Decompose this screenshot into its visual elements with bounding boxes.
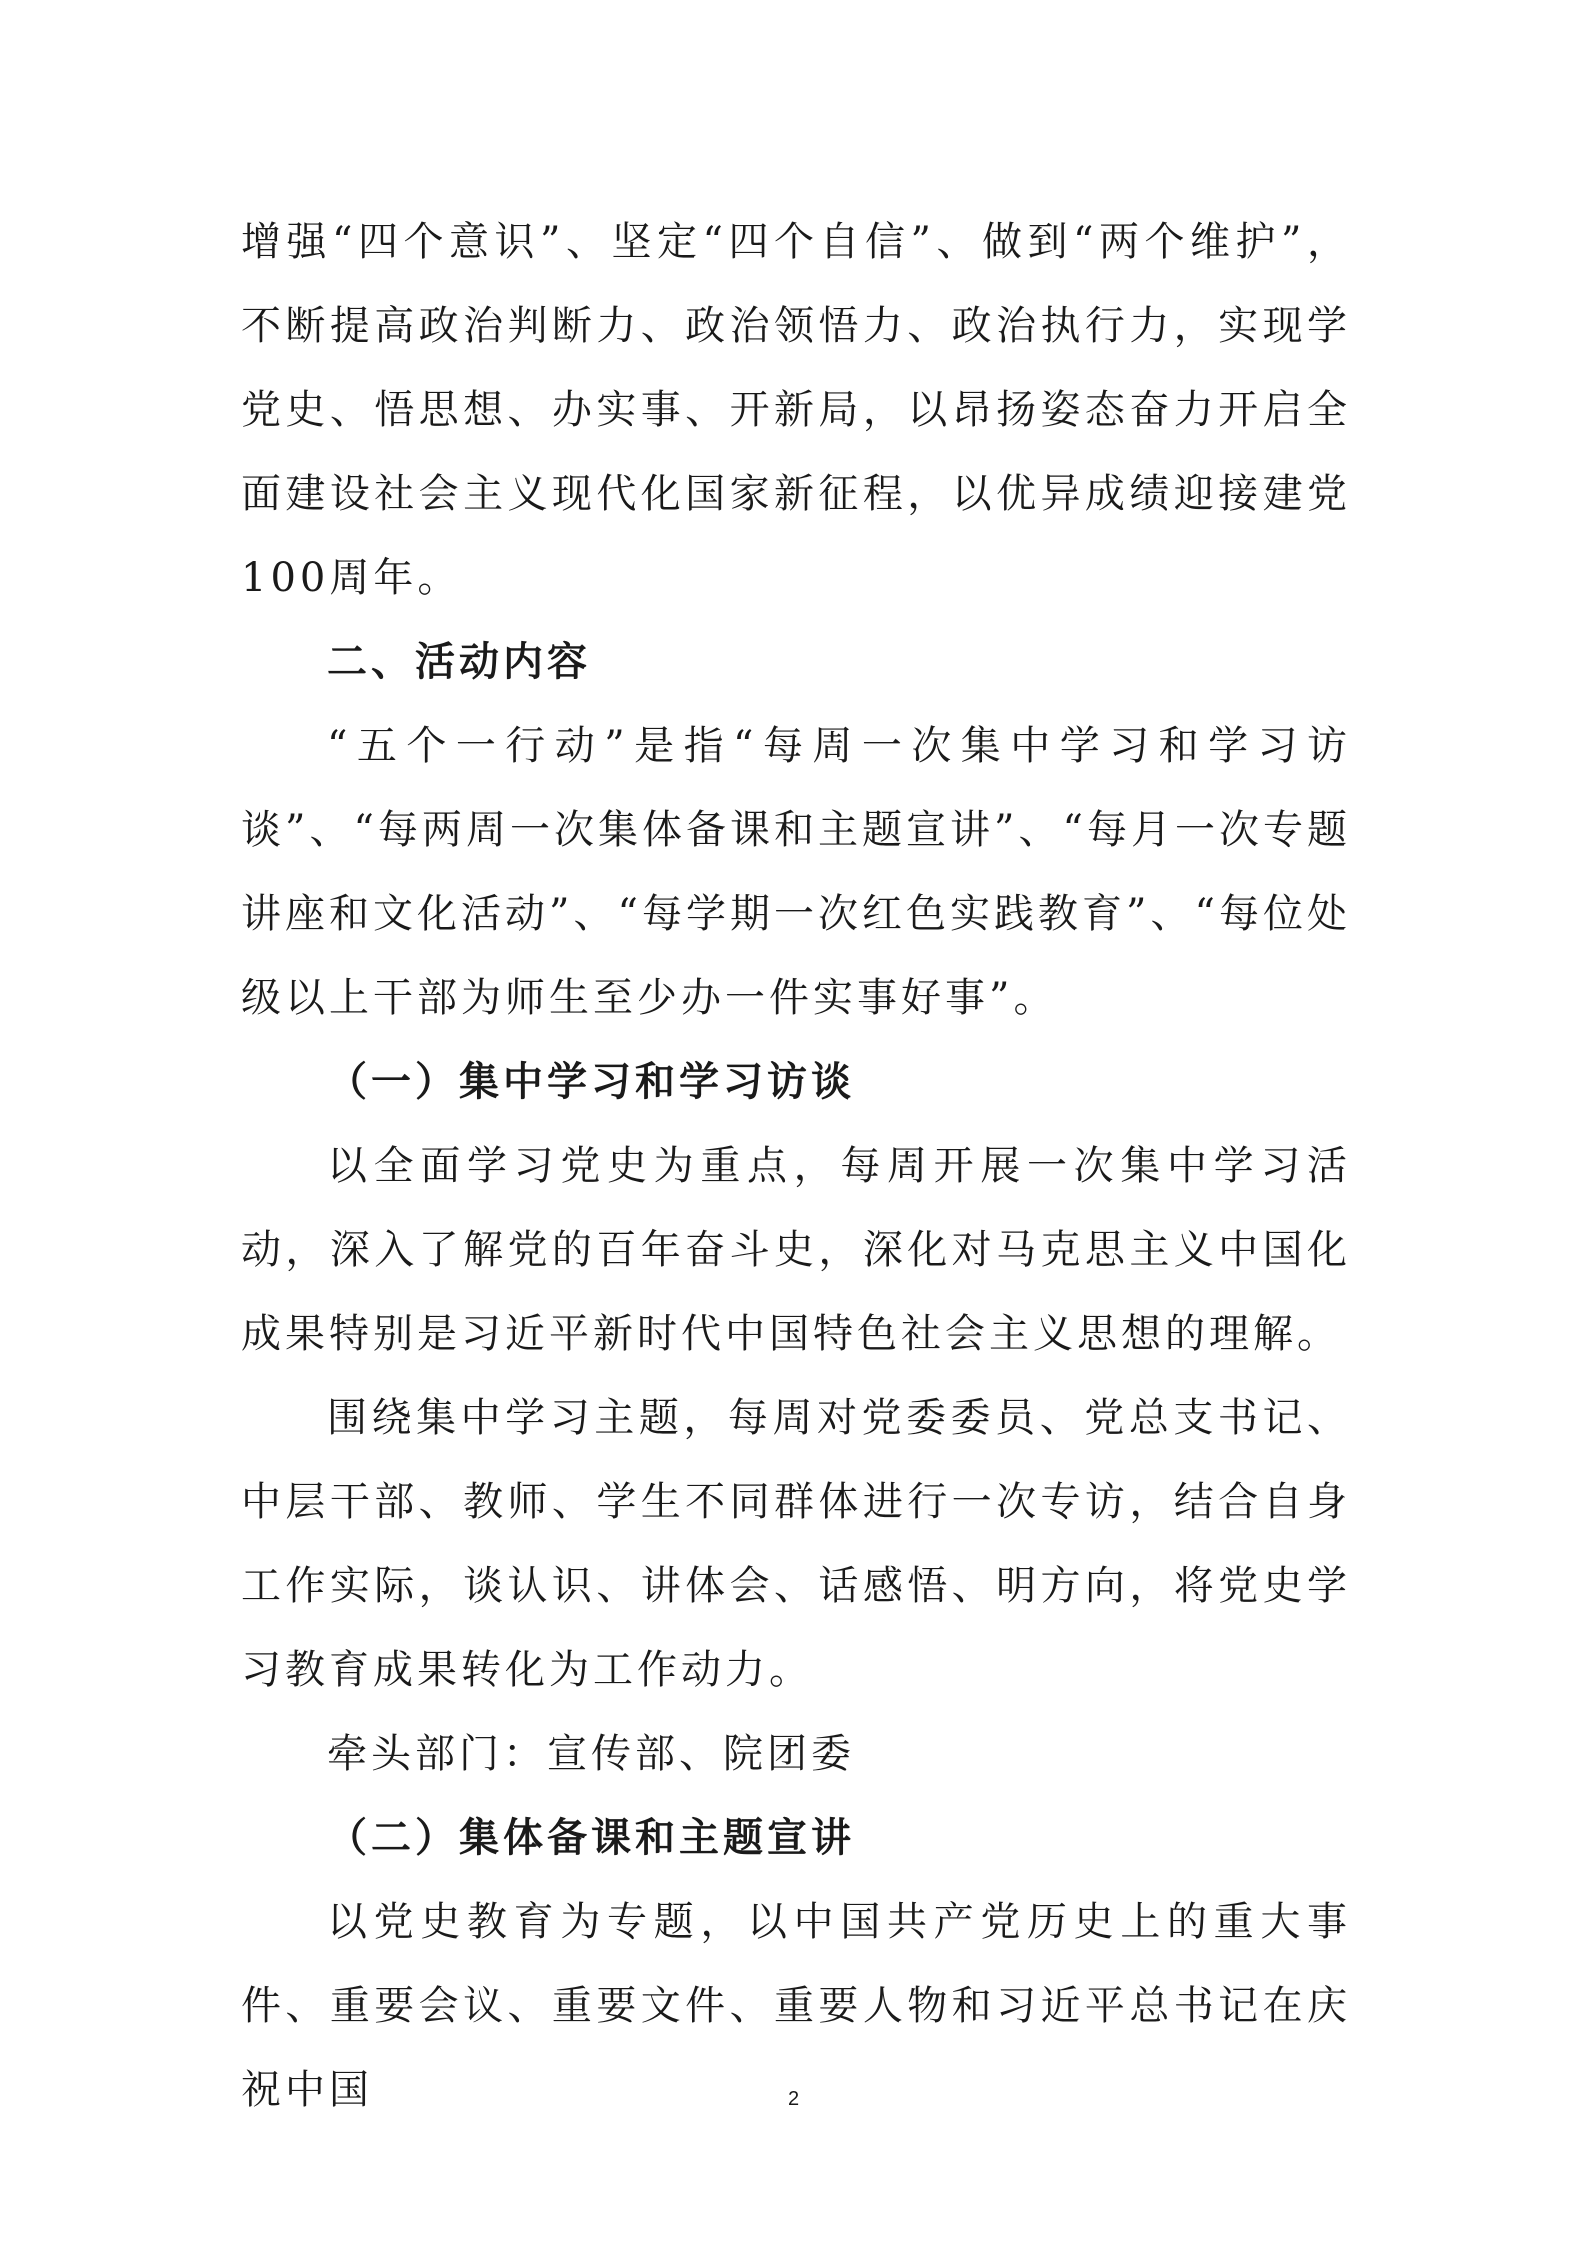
paragraph-lead-departments: 牵头部门：宣传部、院团委 <box>327 1731 855 1777</box>
subsection-heading-collective-lesson-prep: （二）集体备课和主题宣讲 <box>327 1814 855 1861</box>
paragraph-interviews: 围绕集中学习主题，每周对党委委员、党总支书记、中层干部、教师、学生不同群体进行一次专访，结合自身工作实际，谈认识、讲体会、话感悟、明方向，将党史学习教育成果转化为工作动力。 <box>241 1395 1351 1693</box>
document-body <box>241 200 1351 2132</box>
section-heading-activity-content: 二、活动内容 <box>327 639 591 685</box>
paragraph-continuation: 增强“四个意识”、坚定“四个自信”、做到“两个维护”，不断提高政治判断力、政治领悟力、政治执行力，实现学党史、悟思想、办实事、开新局，以昂扬姿态奋力开启全面建设社会主义现代化国家新征程，以优异成绩迎接建党100周年。 <box>241 219 1351 601</box>
paragraph-party-history-topic: 以党史教育为专题，以中国共产党历史上的重大事件、重要会议、重要文件、重要人物和习近平总书记在庆祝中国 <box>241 1899 1351 2113</box>
page-number: 2 <box>787 2088 800 2110</box>
paragraph-centralized-study: 以全面学习党史为重点，每周开展一次集中学习活动，深入了解党的百年奋斗史，深化对马克思主义中国化成果特别是习近平新时代中国特色社会主义思想的理解。 <box>241 1143 1351 1357</box>
subsection-heading-centralized-study: （一）集中学习和学习访谈 <box>327 1058 855 1105</box>
paragraph-five-actions: “五个一行动”是指“每周一次集中学习和学习访谈”、“每两周一次集体备课和主题宣讲”、“每月一次专题讲座和文化活动”、“每学期一次红色实践教育”、“每位处级以上干部为师生至少办一件实事好事”。 <box>241 723 1351 1021</box>
